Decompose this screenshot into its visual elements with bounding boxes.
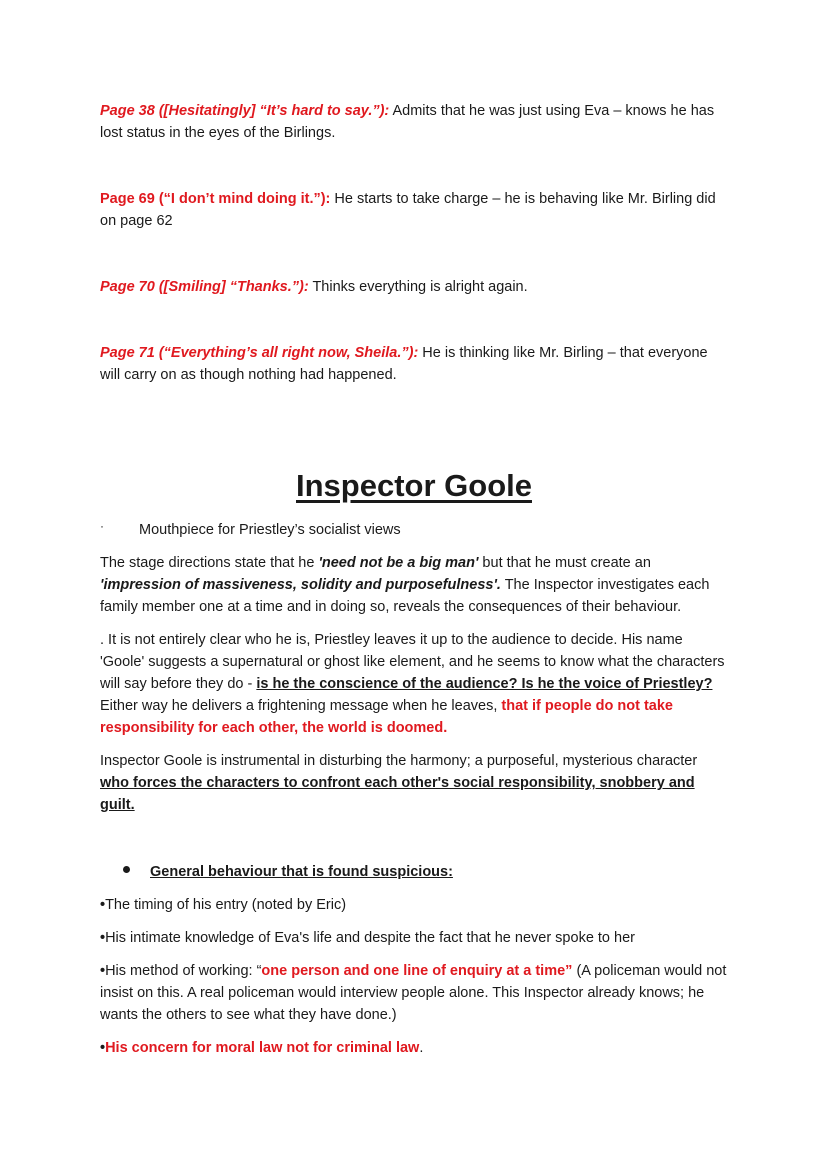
quote-entry-page-70 (100, 276, 730, 298)
underlined-question: is he the conscience of the audience? Is he the voice of Priestley? (256, 676, 713, 692)
red-highlight: His concern for moral law not for criminal law (105, 1040, 420, 1056)
quote-reference: Page 69 (“I don’t mind doing it.”): (100, 191, 331, 207)
quote-analysis: He is thinking like Mr. Birling – that everyone will carry on as though nothing had happened. (100, 345, 708, 383)
red-highlight: that if people do not take responsibility for each other, the world is doomed. (100, 698, 673, 736)
bullet-dot: • (100, 1040, 106, 1056)
list-item-moral-law: •His concern for moral law not for criminal law. (100, 1040, 424, 1056)
section-title: Inspector Goole (296, 468, 532, 503)
red-highlight: one person and one line of enquiry at a time” (261, 963, 573, 979)
quote-reference: Page 70 ([Smiling] “Thanks.”): (100, 279, 309, 295)
quote-entry-page-71 (100, 342, 730, 386)
quote-analysis: Admits that he was just using Eva – knows he has lost status in the eyes of the Birlings. (100, 103, 715, 141)
quote-analysis: He starts to take charge – he is behaving like Mr. Birling did on page 62 (100, 191, 716, 229)
suspicious-behaviour-heading: General behaviour that is found suspicious: (150, 864, 453, 880)
list-item-method: •His method of working: “one person and one line of enquiry at a time” (A policeman would not insist on this. A real policeman would interview people alone. This Inspector already knows; he wants the others to see what they have done.) (100, 963, 727, 1023)
mouthpiece-point: Mouthpiece for Priestley’s socialist views (139, 522, 401, 538)
bullet-dot: • (100, 930, 106, 946)
role-paragraph: Inspector Goole is instrumental in disturbing the harmony; a purposeful, mysterious character who forces the characters to confront each other's social responsibility, snobbery and guilt. (100, 753, 698, 813)
quote-entry-page-69 (100, 188, 730, 232)
bullet-dot: · (100, 519, 104, 533)
stage-direction-quote: 'impression of massiveness, solidity and purposefulness'. (100, 577, 501, 593)
stage-direction-quote: 'need not be a big man' (318, 555, 479, 571)
stage-directions-paragraph: The stage directions state that he 'need not be a big man' but that he must create an 'impression of massiveness, solidity and purposefulness'. The Inspector investigates each family member one at a time and in doing so, reveals the consequences of their behaviour. (100, 555, 710, 615)
quote-reference: Page 71 (“Everything’s all right now, Sheila.”): (100, 345, 419, 361)
bullet-disc (123, 866, 130, 873)
quote-entry-page-38 (100, 100, 730, 144)
bullet-dot: • (100, 963, 106, 979)
identity-paragraph: . It is not entirely clear who he is, Priestley leaves it up to the audience to decide. His name 'Goole' suggests a supernatural or ghost like element, and he seems to know what the characters will say before they do - is he the conscience of the audience? Is he the voice of Priestley? Either way he delivers a frightening message when he leaves, that if people do not take responsibility for each other, the world is doomed. (100, 632, 725, 736)
quote-reference: Page 38 ([Hesitatingly] “It’s hard to say.”): (100, 103, 390, 119)
bullet-dot: • (100, 897, 106, 913)
list-item-entry-timing: •The timing of his entry (noted by Eric) (100, 897, 347, 913)
list-item-knowledge: •His intimate knowledge of Eva's life and despite the fact that he never spoke to her (100, 930, 635, 946)
quote-analysis: Thinks everything is alright again. (308, 279, 528, 295)
underlined-highlight: who forces the characters to confront each other's social responsibility, snobbery and guilt. (100, 775, 695, 813)
